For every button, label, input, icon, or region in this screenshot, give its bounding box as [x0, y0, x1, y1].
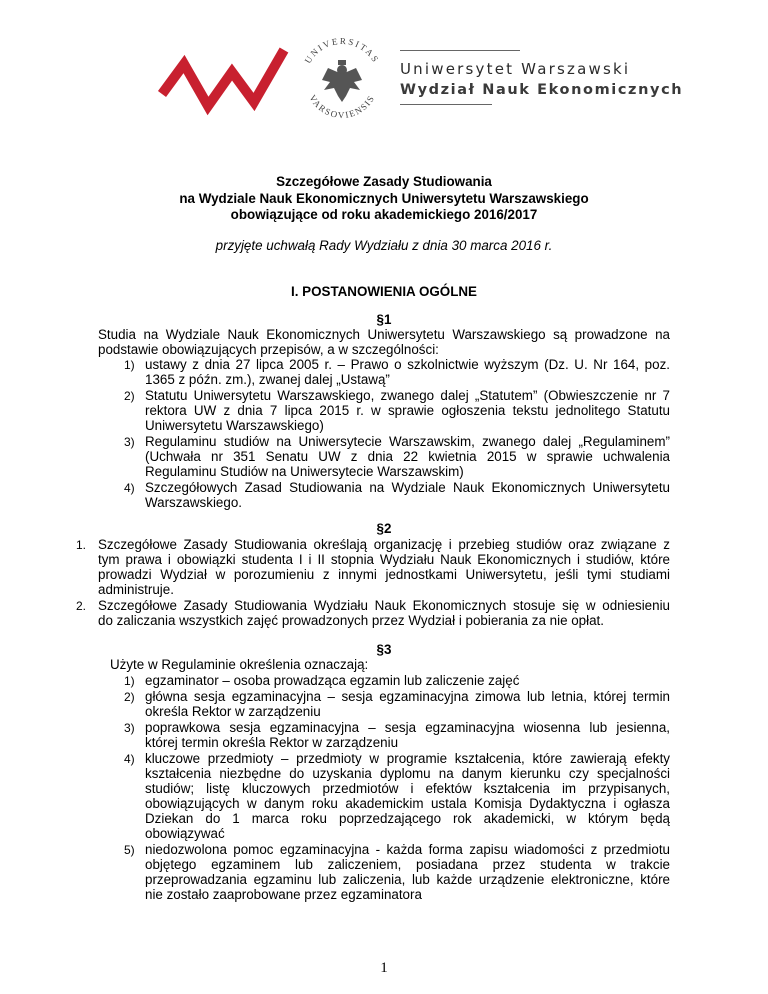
list-item-line: obowiązujących w danym roku akademickim ustala Komisja Dydaktyczna i ogłasza — [145, 796, 670, 811]
page-number: 1 — [380, 960, 388, 976]
list-item-line: egzaminator – osoba prowadząca egzamin lub zaliczenie zajęć — [145, 673, 520, 688]
list-item-number: 1. — [76, 538, 87, 552]
section-2-heading: §2 — [376, 521, 392, 536]
list-item-line: objętego egzaminem lub zaliczeniem, posiadana przez studenta w trakcie — [145, 857, 670, 872]
title-line-1: Szczegółowe Zasady Studiowania — [276, 174, 492, 189]
list-item-line: ustawy z dnia 27 lipca 2005 r. – Prawo o szkolnictwie wyższym (Dz. U. Nr 164, poz. — [145, 357, 670, 372]
list-item-line: administruje. — [98, 582, 174, 597]
list-item-line: do zaliczania wszystkich zajęć prowadzonych przez Wydział i pobierania za nie opłat. — [98, 613, 604, 628]
list-item-line: Szczegółowe Zasady Studiowania określają organizację i przebieg studiów oraz związane z — [98, 537, 670, 552]
svg-text:UNIVERSITAS: UNIVERSITAS — [302, 35, 382, 66]
list-item-line: przeprowadzania egzaminu lub zaliczenia, lub każde urządzenie elektroniczne, które — [145, 872, 670, 887]
section-3-heading: §3 — [376, 642, 392, 657]
logo-rule-bottom — [400, 104, 492, 105]
list-item-line: kluczowe przedmioty – przedmioty w programie kształcenia, które zawierają efekty — [145, 751, 670, 766]
list-item-line: poprawkowa sesja egzaminacyjna – sesja egzaminacyjna wiosenna lub jesienna, — [145, 720, 670, 735]
list-item-number: 4) — [124, 752, 135, 766]
list-item-line: nie zostało zaaprobowane przez egzaminatora — [145, 887, 422, 902]
list-item-line: Regulaminu Studiów na Uniwersytecie Warszawskim) — [145, 464, 464, 479]
list-item-line: Uniwersytetu Warszawskiego) — [145, 418, 324, 433]
list-item-number: 3) — [124, 435, 135, 449]
list-item-line: Statutu Uniwersytetu Warszawskiego, zwanego dalej „Statutem” (Obwieszczenie nr 7 — [145, 388, 670, 403]
list-item-line: Regulaminu studiów na Uniwersytecie Warszawskim, zwanego dalej „Regulaminem” — [145, 434, 670, 449]
intro-line: podstawie obowiązujących przepisów, a w szczególności: — [98, 342, 439, 357]
title-line-3: obowiązujące od roku akademickiego 2016/2017 — [230, 207, 538, 222]
title-line-2: na Wydziale Nauk Ekonomicznych Uniwersytetu Warszawskiego — [179, 191, 589, 206]
list-item-line: rektora UW z dnia 7 lipca 2015 r. w sprawie ogłoszenia tekstu jednolitego Statutu — [145, 403, 670, 418]
list-item-line: tym prawa i obowiązki studenta I i II stopnia Wydziału Nauk Ekonomicznych i studiów, które — [98, 552, 670, 567]
list-item-number: 1) — [124, 358, 135, 372]
list-item-line: Warszawskiego. — [145, 495, 242, 510]
section-3-intro: Użyte w Regulaminie określenia oznaczają: — [110, 657, 369, 672]
intro-line: Studia na Wydziale Nauk Ekonomicznych Uniwersytetu Warszawskiego są prowadzone na — [98, 327, 670, 342]
logo-faculty-name: Wydział Nauk Ekonomicznych — [400, 82, 684, 98]
list-item-line: Dziekan do 1 marca roku poprzedzającego rok akademicki, w którym będą — [145, 811, 670, 826]
list-item-line: Szczegółowe Zasady Studiowania Wydziału Nauk Ekonomicznych stosuje się w odniesieniu — [98, 598, 670, 613]
list-item-line: główna sesja egzaminacyjna – sesja egzaminacyjna zimowa lub letnia, której termin — [145, 689, 670, 704]
list-item-number: 1) — [124, 674, 135, 688]
svg-text:VARSOVIENSIS: VARSOVIENSIS — [307, 93, 377, 121]
logo-rule-top — [400, 50, 520, 51]
chapter-heading: I. POSTANOWIENIA OGÓLNE — [291, 284, 477, 299]
adoption-note: przyjęte uchwałą Rady Wydziału z dnia 30 marca 2016 r. — [215, 238, 553, 253]
list-item-line: Szczegółowych Zasad Studiowania na Wydziale Nauk Ekonomicznych Uniwersytetu — [145, 480, 670, 495]
list-item-line: obowiązywać — [145, 826, 225, 841]
list-item-line: studiów; listę kluczowych przedmiotów i efektów kształcenia im przypisanych, — [145, 781, 670, 796]
list-item-line: prowadzi Wydział w porozumieniu z innymi jednostkami Uniwersytetu, jeśli tymi studiami — [98, 567, 670, 582]
logo-university-name: Uniwersytet Warszawski — [400, 60, 631, 78]
list-item-line: której termin określa Rektor w zarządzeniu — [145, 735, 399, 750]
list-item-number: 5) — [124, 843, 135, 857]
list-item-number: 4) — [124, 481, 135, 495]
list-item-number: 2) — [124, 389, 135, 403]
list-item-number: 3) — [124, 721, 135, 735]
list-item-line: kształcenia niezbędne do uzyskania dyplomu na danym kierunku czy specjalności — [145, 766, 670, 781]
list-item-number: 2. — [76, 599, 87, 613]
list-item-line: (Uchwała nr 351 Senatu UW z dnia 22 kwietnia 2015 w sprawie uchwalenia — [145, 449, 670, 464]
wne-wave-logo-icon — [154, 36, 294, 116]
list-item-number: 2) — [124, 690, 135, 704]
list-item-line: 1365 z późn. zm.), zwanej dalej „Ustawą” — [145, 372, 390, 387]
list-item-line: niedozwolona pomoc egzaminacyjna - każda forma zapisu wiadomości z przedmiotu — [145, 842, 670, 857]
university-seal-icon — [292, 30, 392, 126]
section-1-heading: §1 — [376, 312, 392, 327]
list-item-line: określa Rektor w zarządzeniu — [145, 704, 321, 719]
